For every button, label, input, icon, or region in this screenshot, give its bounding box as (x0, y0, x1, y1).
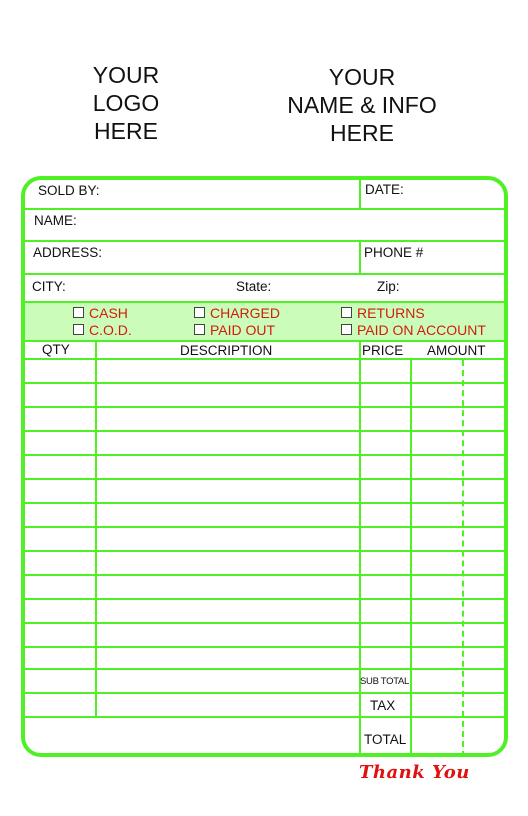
checkbox-icon[interactable] (73, 324, 84, 335)
business-info-placeholder (262, 63, 462, 147)
price-header: PRICE (362, 343, 404, 358)
phone-label: PHONE # (364, 245, 424, 260)
checkbox-icon[interactable] (194, 307, 205, 318)
address-divider (359, 242, 361, 273)
date-label: DATE: (365, 182, 404, 197)
cod-label: C.O.D. (89, 322, 132, 338)
amount-header: AMOUNT (427, 343, 486, 358)
payment-option-paid-on-account[interactable] (341, 322, 486, 338)
info-line: YOUR (328, 64, 396, 90)
logo-line: LOGO (92, 90, 160, 116)
qty-header: QTY (42, 342, 70, 357)
checkbox-icon[interactable] (73, 307, 84, 318)
sold-by-divider (359, 180, 361, 208)
payment-option-returns[interactable] (341, 305, 425, 321)
amount-column-divider (410, 360, 412, 757)
city-row (25, 275, 504, 303)
logo-line: HERE (94, 118, 158, 144)
name-row (25, 210, 504, 242)
cash-label: CASH (89, 305, 128, 321)
payment-option-paid-out[interactable] (194, 322, 275, 338)
sold-by-row (25, 180, 504, 210)
charged-label: CHARGED (210, 305, 281, 321)
cents-dashed-divider (462, 360, 464, 757)
info-line: HERE (330, 120, 394, 146)
payment-option-charged[interactable] (194, 305, 280, 321)
description-header: DESCRIPTION (180, 343, 273, 358)
address-row (25, 242, 504, 275)
address-label: ADDRESS: (33, 245, 103, 260)
price-column-divider (359, 342, 361, 757)
paid-out-label: PAID OUT (210, 322, 276, 338)
returns-label: RETURNS (357, 305, 425, 321)
city-label: CITY: (32, 279, 66, 294)
payment-option-cod[interactable] (73, 322, 132, 338)
qty-column-divider (95, 342, 97, 718)
info-line: NAME & INFO (287, 92, 437, 118)
paid-on-account-label: PAID ON ACCOUNT (357, 322, 486, 338)
payment-option-cash[interactable] (73, 305, 128, 321)
total-label: TOTAL (364, 732, 407, 747)
payment-options (25, 303, 504, 342)
zip-label: Zip: (377, 279, 400, 294)
state-label: State: (236, 279, 272, 294)
logo-placeholder (60, 61, 192, 145)
checkbox-icon[interactable] (194, 324, 205, 335)
sold-by-label: SOLD BY: (38, 183, 100, 198)
thank-you-message: Thank You (359, 762, 470, 783)
name-label: NAME: (34, 213, 77, 228)
tax-label: TAX (370, 698, 396, 713)
checkbox-icon[interactable] (341, 307, 352, 318)
logo-line: YOUR (92, 62, 160, 88)
checkbox-icon[interactable] (341, 324, 352, 335)
sub-total-label: SUB TOTAL (360, 676, 410, 687)
sales-form (21, 176, 508, 757)
